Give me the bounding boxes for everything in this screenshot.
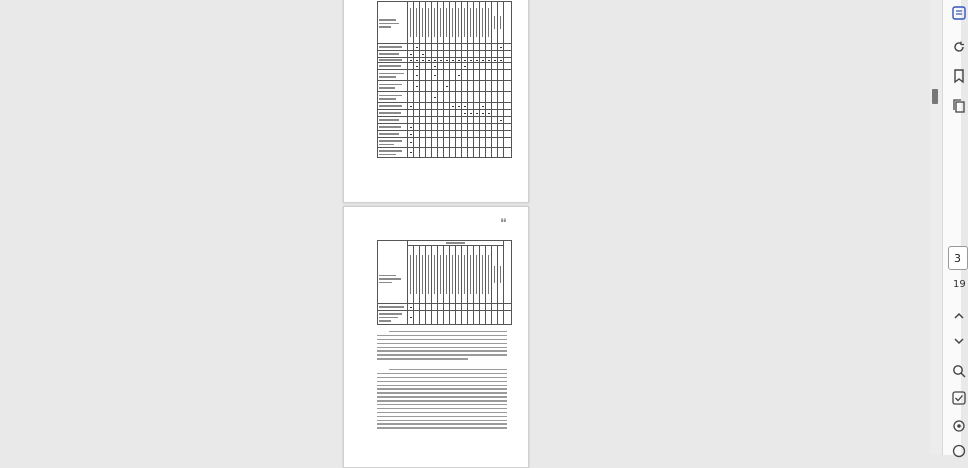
settings-icon[interactable] <box>952 419 966 433</box>
page-total: 19 <box>953 279 966 290</box>
chevron-up-icon[interactable] <box>952 309 966 323</box>
page-number-input[interactable]: 3 <box>948 246 968 270</box>
chevron-down-icon[interactable] <box>952 334 966 348</box>
evaluation-table-2 <box>377 240 512 325</box>
page-number: 88 <box>500 218 506 223</box>
list-icon[interactable] <box>952 6 966 20</box>
scrollbar-thumb[interactable] <box>932 89 938 104</box>
copy-icon[interactable] <box>952 99 966 113</box>
checkbox-icon[interactable] <box>952 391 966 405</box>
bookmark-icon[interactable] <box>952 69 966 83</box>
vertical-scrollbar[interactable] <box>930 0 942 455</box>
body-paragraph-1 <box>377 331 507 362</box>
evaluation-table-1-body <box>377 43 512 158</box>
pdf-page-2 <box>343 206 529 468</box>
refresh-icon[interactable] <box>952 40 966 54</box>
evaluation-table-1 <box>377 1 512 44</box>
help-icon[interactable] <box>952 444 966 458</box>
pdf-page-1 <box>343 0 529 203</box>
body-paragraph-2 <box>377 369 507 431</box>
search-icon[interactable] <box>952 364 966 378</box>
